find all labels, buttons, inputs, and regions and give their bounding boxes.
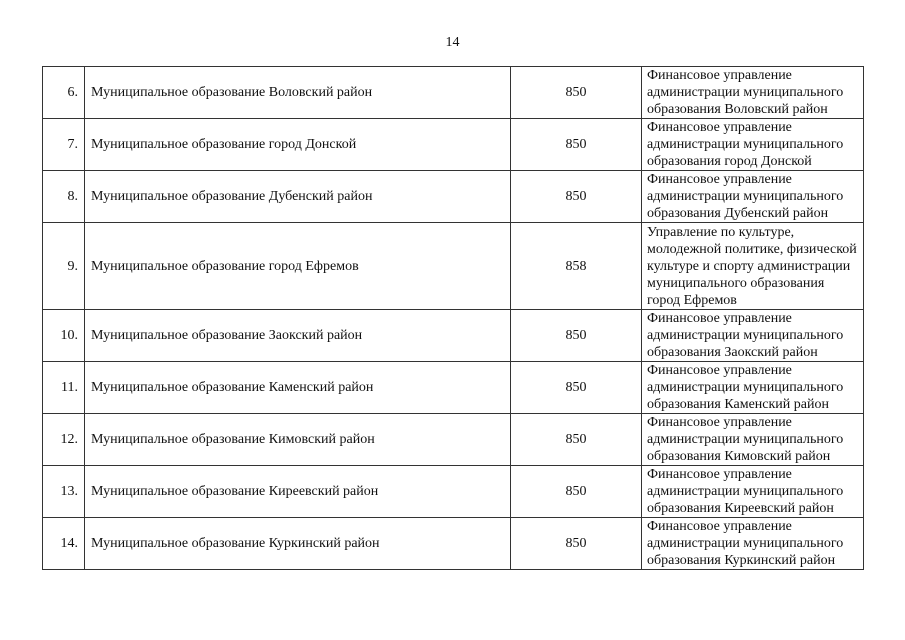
row-number: 10. [43, 310, 85, 362]
code-cell: 850 [511, 466, 642, 518]
municipality-name: Муниципальное образование город Ефремов [85, 223, 511, 310]
administrator-cell: Финансовое управление администрации муниципального образования Дубенский район [642, 171, 864, 223]
code-cell: 850 [511, 518, 642, 570]
row-number: 7. [43, 119, 85, 171]
code-cell: 850 [511, 67, 642, 119]
row-number: 13. [43, 466, 85, 518]
table-row [43, 310, 864, 362]
municipalities-table [42, 66, 864, 570]
municipality-name: Муниципальное образование Куркинский район [85, 518, 511, 570]
table-row [43, 414, 864, 466]
table-row [43, 223, 864, 310]
administrator-cell: Финансовое управление администрации муниципального образования Каменский район [642, 362, 864, 414]
administrator-cell: Финансовое управление администрации муниципального образования Заокский район [642, 310, 864, 362]
code-cell: 858 [511, 223, 642, 310]
municipality-name: Муниципальное образование город Донской [85, 119, 511, 171]
row-number: 8. [43, 171, 85, 223]
administrator-cell: Управление по культуре, молодежной политике, физической культуре и спорту администрации муниципального образования город Ефремов [642, 223, 864, 310]
table-row [43, 362, 864, 414]
table-row [43, 518, 864, 570]
administrator-cell: Финансовое управление администрации муниципального образования Воловский район [642, 67, 864, 119]
row-number: 14. [43, 518, 85, 570]
administrator-cell: Финансовое управление администрации муниципального образования город Донской [642, 119, 864, 171]
row-number: 12. [43, 414, 85, 466]
municipality-name: Муниципальное образование Воловский район [85, 67, 511, 119]
municipality-name: Муниципальное образование Заокский район [85, 310, 511, 362]
table-row [43, 119, 864, 171]
row-number: 11. [43, 362, 85, 414]
administrator-cell: Финансовое управление администрации муниципального образования Куркинский район [642, 518, 864, 570]
row-number: 9. [43, 223, 85, 310]
table-row [43, 466, 864, 518]
table-row [43, 67, 864, 119]
municipality-name: Муниципальное образование Кимовский район [85, 414, 511, 466]
code-cell: 850 [511, 362, 642, 414]
row-number: 6. [43, 67, 85, 119]
municipality-name: Муниципальное образование Дубенский район [85, 171, 511, 223]
table-row [43, 171, 864, 223]
code-cell: 850 [511, 119, 642, 171]
municipality-name: Муниципальное образование Киреевский район [85, 466, 511, 518]
page-number: 14 [445, 35, 460, 50]
municipality-name: Муниципальное образование Каменский район [85, 362, 511, 414]
administrator-cell: Финансовое управление администрации муниципального образования Кимовский район [642, 414, 864, 466]
code-cell: 850 [511, 310, 642, 362]
administrator-cell: Финансовое управление администрации муниципального образования Киреевский район [642, 466, 864, 518]
code-cell: 850 [511, 171, 642, 223]
code-cell: 850 [511, 414, 642, 466]
